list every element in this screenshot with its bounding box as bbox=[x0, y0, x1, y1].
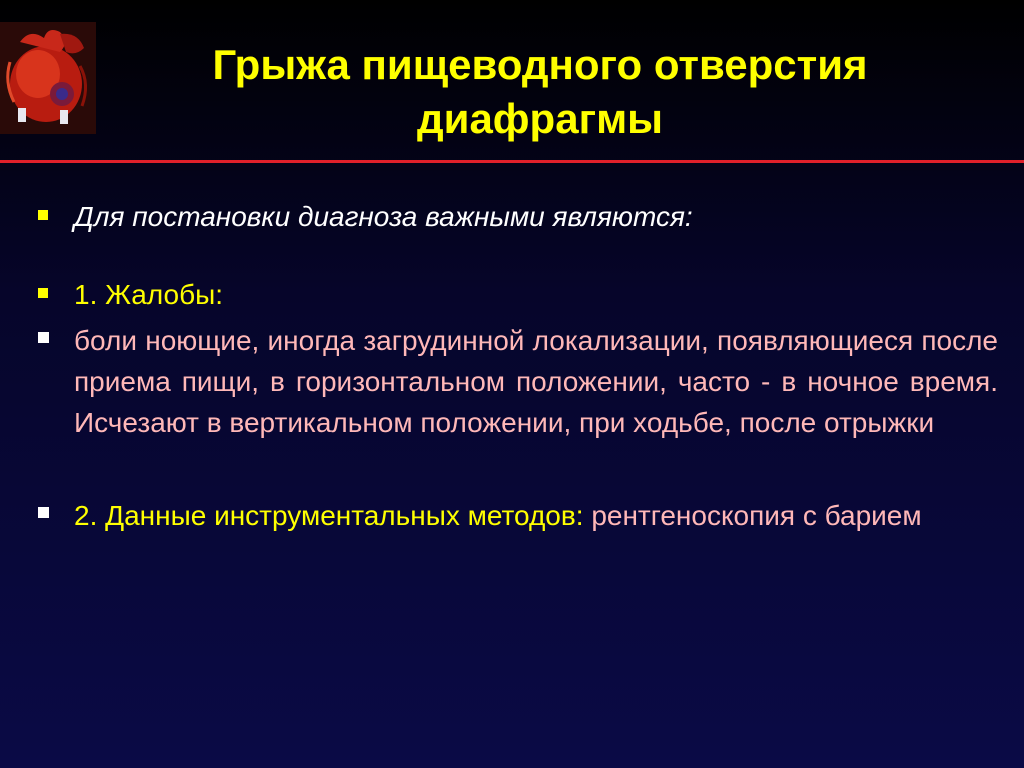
page-title bbox=[100, 38, 980, 146]
bullet-marker bbox=[38, 210, 48, 220]
title-line-2: диафрагмы bbox=[416, 95, 664, 142]
bullet-methods bbox=[74, 495, 998, 536]
bullet-intro-text: Для постановки диагноза важными являются: bbox=[74, 201, 693, 232]
bullet-complaints-text: 1. Жалобы: bbox=[74, 279, 224, 310]
heart-anatomy-icon bbox=[0, 22, 96, 134]
bullet-complaints bbox=[74, 274, 998, 315]
bullet-marker bbox=[38, 332, 49, 343]
title-divider bbox=[0, 160, 1024, 163]
title-line-1: Грыжа пищеводного отверстия bbox=[212, 41, 868, 88]
bullet-intro bbox=[74, 196, 998, 237]
bullet-pain bbox=[74, 320, 998, 443]
bullet-pain-text: боли ноющие, иногда загрудинной локализации, появляющиеся после приема пищи, в горизонтальном положении, часто - в ночное время. Исчезают в вертикальном положении, при ходьбе, после отрыжки bbox=[74, 325, 998, 438]
bullet-methods-value: рентгеноскопия с барием bbox=[591, 500, 922, 531]
bullet-marker bbox=[38, 507, 49, 518]
bullet-marker bbox=[38, 288, 48, 298]
bullet-methods-label: 2. Данные инструментальных методов: bbox=[74, 500, 584, 531]
